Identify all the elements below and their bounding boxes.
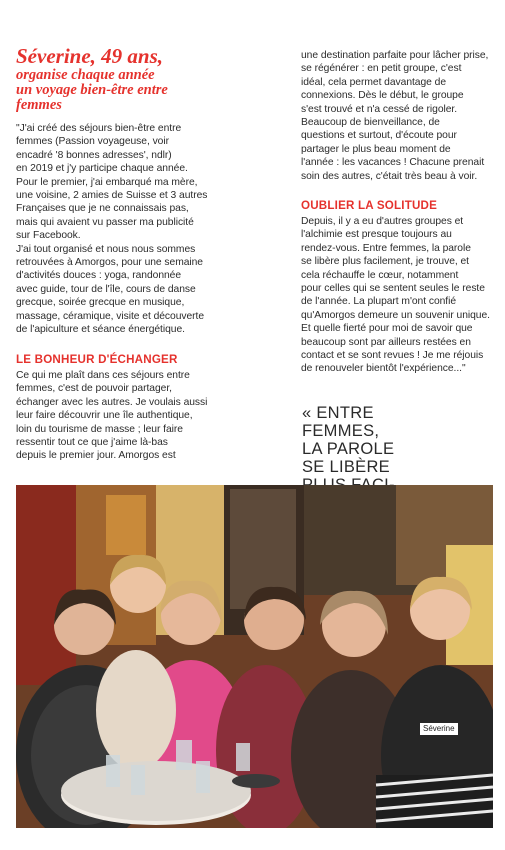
article-subhead: organise chaque année un voyage bien-être entre femmes	[16, 67, 168, 113]
section-text-bonheur: Ce qui me plaît dans ces séjours entre femmes, c'est de pouvoir partager, échanger avec les autres. Je voulais aussi leur faire découvrir une île authentique, loin du tourisme de masse ; leur faire ressentir tout ce que j'aime là-bas depuis le premier jour. Amorgos est	[16, 370, 208, 462]
article-headline: Séverine, 49 ans,	[16, 44, 163, 68]
pull-quote: « ENTRE FEMMES, LA PAROLE SE LIBÈRE	[302, 404, 395, 476]
section-title-solitude: OUBLIER LA SOLITUDE	[301, 199, 438, 212]
section-text-solitude: Depuis, il y a eu d'autres groupes et l'alchimie est presque toujours au rendez-vous. Entre femmes, la parole se libère plus facilement, je trouve, et cela réchauffe le cœur, notamment pour celles qui se sentent seules le reste de l'année. La plupart m'ont confié qu'Amorgos demeure un souvenir unique. Et quelle fierté pour moi de savoir que beaucoup sont par ailleurs restées en contact et se sont revues ! Je me réjouis de renouveler bientôt l'expérience..."	[301, 216, 490, 375]
right-column-paragraph: une destination parfaite pour lâcher prise, se régénérer : en petit groupe, c'est idéal, cela permet davantage de connexions. Dès le début, le groupe s'est trouvé et n'a cessé de rigoler. Beaucoup de bienveillance, de questions et surtout, d'écoute pour partager le plus beau moment de l'année : les vacances ! Chacune prenait soin des autres, c'était très beau à voir.	[301, 50, 489, 182]
section-title-bonheur: LE BONHEUR D'ÉCHANGER	[16, 353, 178, 366]
intro-paragraph: "J'ai créé des séjours bien-être entre femmes (Passion voyageuse, voir encadré '8 bonnes adresses', ndlr) en 2019 et j'y participe chaque année. Pour le premier, j'ai embarqué ma mère, une voisine, 2 amies de Suisse et 3 autres Françaises que je ne connaissais pas, mais qui avaient vu passer ma publicité sur Facebook. J'ai tout organisé et nous nous sommes retrouvées à Amorgos, pour une semaine d'activités douces : yoga, randonnée avec guide, tour de l'île, cours de danse grecque, soirée grecque en musique, massage, céramique, visite et découverte de l'apiculture et séance énergétique.	[16, 123, 208, 336]
photo-caption: Séverine	[420, 723, 458, 735]
group-photo	[16, 485, 493, 828]
